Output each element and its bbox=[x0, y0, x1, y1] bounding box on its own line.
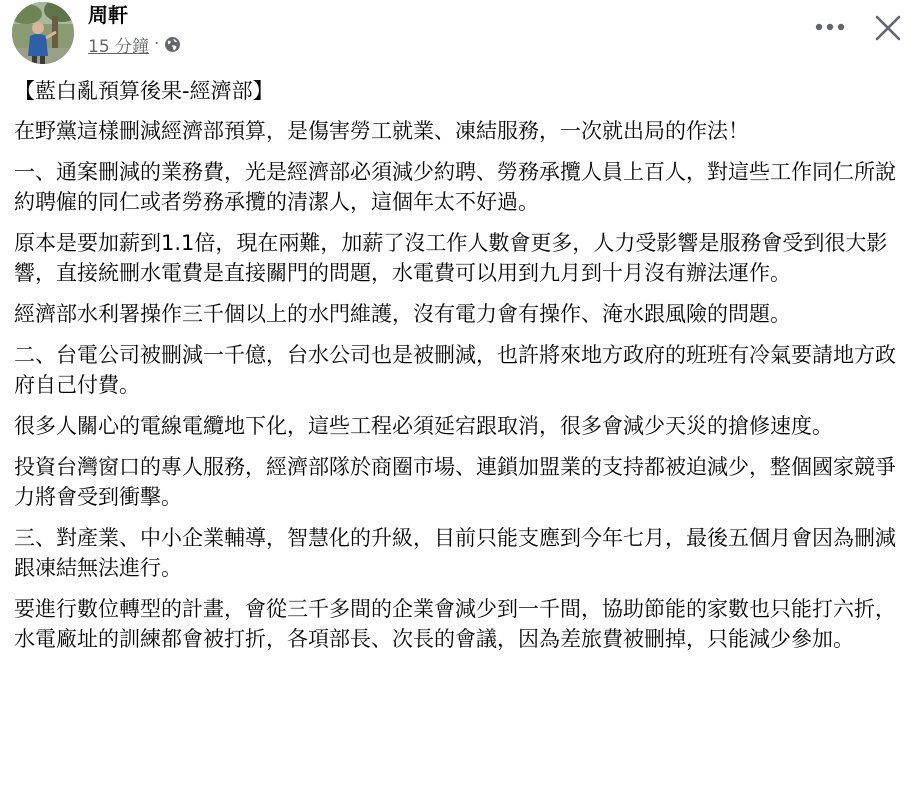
post-paragraph-1: 在野黨這樣刪減經濟部預算，是傷害勞工就業、凍結服務，一次就出局的作法！ bbox=[14, 119, 749, 143]
post-body bbox=[14, 76, 912, 665]
post-timestamp[interactable]: 15 分鐘 bbox=[88, 36, 150, 57]
post-paragraph-5: 二、台電公司被刪減一千億，台水公司也是被刪減，也許將來地方政府的班班有冷氣要請地方政府自己付費。 bbox=[14, 343, 896, 397]
globe-icon[interactable] bbox=[164, 36, 181, 53]
post-paragraph-9: 要進行數位轉型的計畫，會從三千多間的企業會減少到一千間，協助節能的家數也只能打六折，水電廠址的訓練都會被打折，各項部長、次長的會議，因為差旅費被刪掉，只能減少參加。 bbox=[14, 597, 896, 651]
post-paragraph-8: 三、對產業、中小企業輔導，智慧化的升級，目前只能支應到今年七月，最後五個月會因為刪減跟凍結無法進行。 bbox=[14, 526, 896, 580]
post-title: 【藍白亂預算後果-經濟部】 bbox=[14, 79, 274, 103]
close-button[interactable] bbox=[866, 8, 910, 48]
post-paragraph-7: 投資台灣窗口的專人服務，經濟部隊於商圈市場、連鎖加盟業的支持都被迫減少，整個國家競爭力將會受到衝擊。 bbox=[14, 455, 896, 509]
avatar[interactable] bbox=[12, 2, 74, 64]
post-paragraph-2: 一、通案刪減的業務費，光是經濟部必須減少約聘、勞務承攬人員上百人，對這些工作同仁所說約聘僱的同仁或者勞務承攬的清潔人，這個年太不好過。 bbox=[14, 160, 896, 214]
more-horizontal-icon bbox=[815, 23, 845, 31]
author-name[interactable]: 周軒 bbox=[88, 3, 128, 27]
profile-photo-icon bbox=[12, 2, 74, 64]
close-icon bbox=[875, 15, 901, 41]
meta-separator: · bbox=[154, 34, 160, 54]
post-paragraph-6: 很多人關心的電線電纜地下化，這些工程必須延宕跟取消，很多會減少天災的搶修速度。 bbox=[14, 414, 833, 438]
post-meta bbox=[88, 33, 181, 55]
post-header bbox=[0, 0, 924, 72]
more-options-button[interactable] bbox=[808, 10, 852, 44]
post-paragraph-3: 原本是要加薪到1.1倍，現在兩難，加薪了沒工作人數會更多，人力受影響是服務會受到很大影響，直接統刪水電費是直接關門的問題，水電費可以用到九月到十月沒有辦法運作。 bbox=[14, 231, 888, 285]
post-paragraph-4: 經濟部水利署操作三千個以上的水門維護，沒有電力會有操作、淹水跟風險的問題。 bbox=[14, 302, 791, 326]
